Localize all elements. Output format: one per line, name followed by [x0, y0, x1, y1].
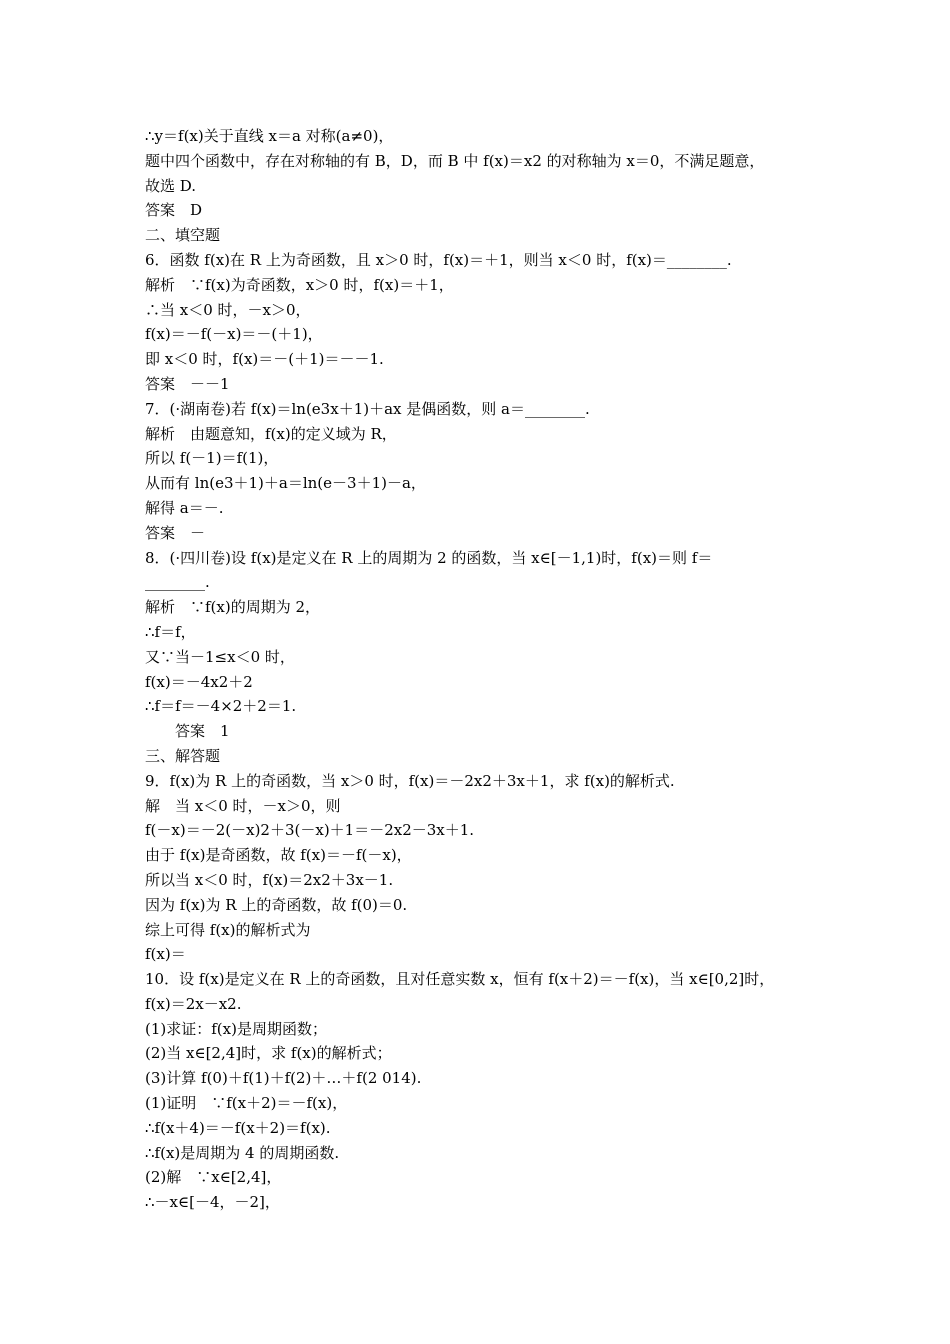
text-line: 从而有 ln(e3＋1)＋a＝ln(e－3＋1)－a， [145, 474, 426, 493]
text-line: ∴f(x)是周期为 4 的周期函数. [145, 1143, 340, 1162]
text-line: 所以当 x＜0 时，f(x)＝2x2＋3x－1. [145, 870, 394, 889]
text-line: ∴－x∈[－4，－2]， [145, 1193, 280, 1212]
text-line: ∴f＝f， [145, 622, 196, 641]
text-line: 由于 f(x)是奇函数，故 f(x)＝－f(－x)， [145, 846, 412, 865]
answer-line: 答案 1 [175, 722, 230, 741]
text-line: ∴y＝f(x)关于直线 x＝a 对称(a≠0)， [145, 127, 394, 145]
text-line: 解析 ∵f(x)为奇函数，x＞0 时，f(x)＝＋1， [145, 275, 454, 294]
text-line: 即 x＜0 时，f(x)＝－(＋1)＝－－1. [145, 350, 384, 369]
text-line: (1)求证：f(x)是周期函数； [145, 1019, 327, 1038]
section-heading: 二、填空题 [145, 226, 221, 245]
text-line: 解得 a＝－. [145, 498, 224, 517]
text-line: 又∵当－1≤x＜0 时， [145, 647, 295, 666]
question-7: 7．(·湖南卷)若 f(x)＝ln(e3x＋1)＋ax 是偶函数，则 a＝________. [145, 399, 590, 418]
answer-line: 答案 － [145, 523, 206, 542]
section-heading: 三、解答题 [145, 746, 221, 765]
text-line: f(x)＝－f(－x)＝－(＋1)， [145, 325, 323, 344]
text-line: ∴当 x＜0 时，－x＞0， [145, 300, 311, 319]
text-line: f(x)＝－4x2＋2 [145, 672, 253, 691]
text-line: f(－x)＝－2(－x)2＋3(－x)＋1＝－2x2－3x＋1. [145, 821, 475, 840]
text-line: ∴f＝f＝－4×2＋2＝1. [145, 697, 297, 716]
text-line: 解析 ∵f(x)的周期为 2， [145, 598, 321, 617]
text-line: 解 当 x＜0 时，－x＞0，则 [145, 796, 341, 815]
text-line: 题中四个函数中，存在对称轴的有 B，D，而 B 中 f(x)＝x2 的对称轴为 x＝0，不满足题意， [145, 151, 765, 170]
text-line: f(x)＝ [145, 945, 186, 964]
answer-line: 答案 －－1 [145, 374, 230, 393]
question-8: 8．(·四川卷)设 f(x)是定义在 R 上的周期为 2 的函数，当 x∈[－1,1)时，f(x)＝则 f＝ [145, 548, 713, 567]
text-line: f(x)＝2x－x2. [145, 994, 242, 1013]
answer-line: 答案 D [145, 201, 203, 220]
question-9: 9．f(x)为 R 上的奇函数，当 x＞0 时，f(x)＝－2x2＋3x＋1，求 f(x)的解析式. [145, 771, 675, 790]
text-line: (2)解 ∵x∈[2,4]， [145, 1168, 282, 1187]
question-10: 10．设 f(x)是定义在 R 上的奇函数，且对任意实数 x，恒有 f(x＋2)＝－f(x)，当 x∈[0,2]时， [145, 970, 775, 989]
text-line: 故选 D. [145, 176, 197, 195]
text-line: 解析 由题意知，f(x)的定义域为 R， [145, 424, 397, 443]
text-line: ________. [145, 573, 210, 592]
text-line: 所以 f(－1)＝f(1)， [145, 449, 279, 468]
question-6: 6．函数 f(x)在 R 上为奇函数，且 x＞0 时，f(x)＝＋1，则当 x＜0 时，f(x)＝________. [145, 250, 732, 269]
text-line: (1)证明 ∵f(x＋2)＝－f(x)， [145, 1094, 348, 1113]
text-line: 因为 f(x)为 R 上的奇函数，故 f(0)＝0. [145, 895, 408, 914]
text-line: 综上可得 f(x)的解析式为 [145, 920, 311, 939]
text-line: ∴f(x＋4)＝－f(x＋2)＝f(x). [145, 1118, 331, 1137]
document-body [145, 124, 820, 1215]
text-line: (2)当 x∈[2,4]时，求 f(x)的解析式； [145, 1044, 392, 1063]
text-line: (3)计算 f(0)＋f(1)＋f(2)＋…＋f(2 014). [145, 1069, 422, 1088]
